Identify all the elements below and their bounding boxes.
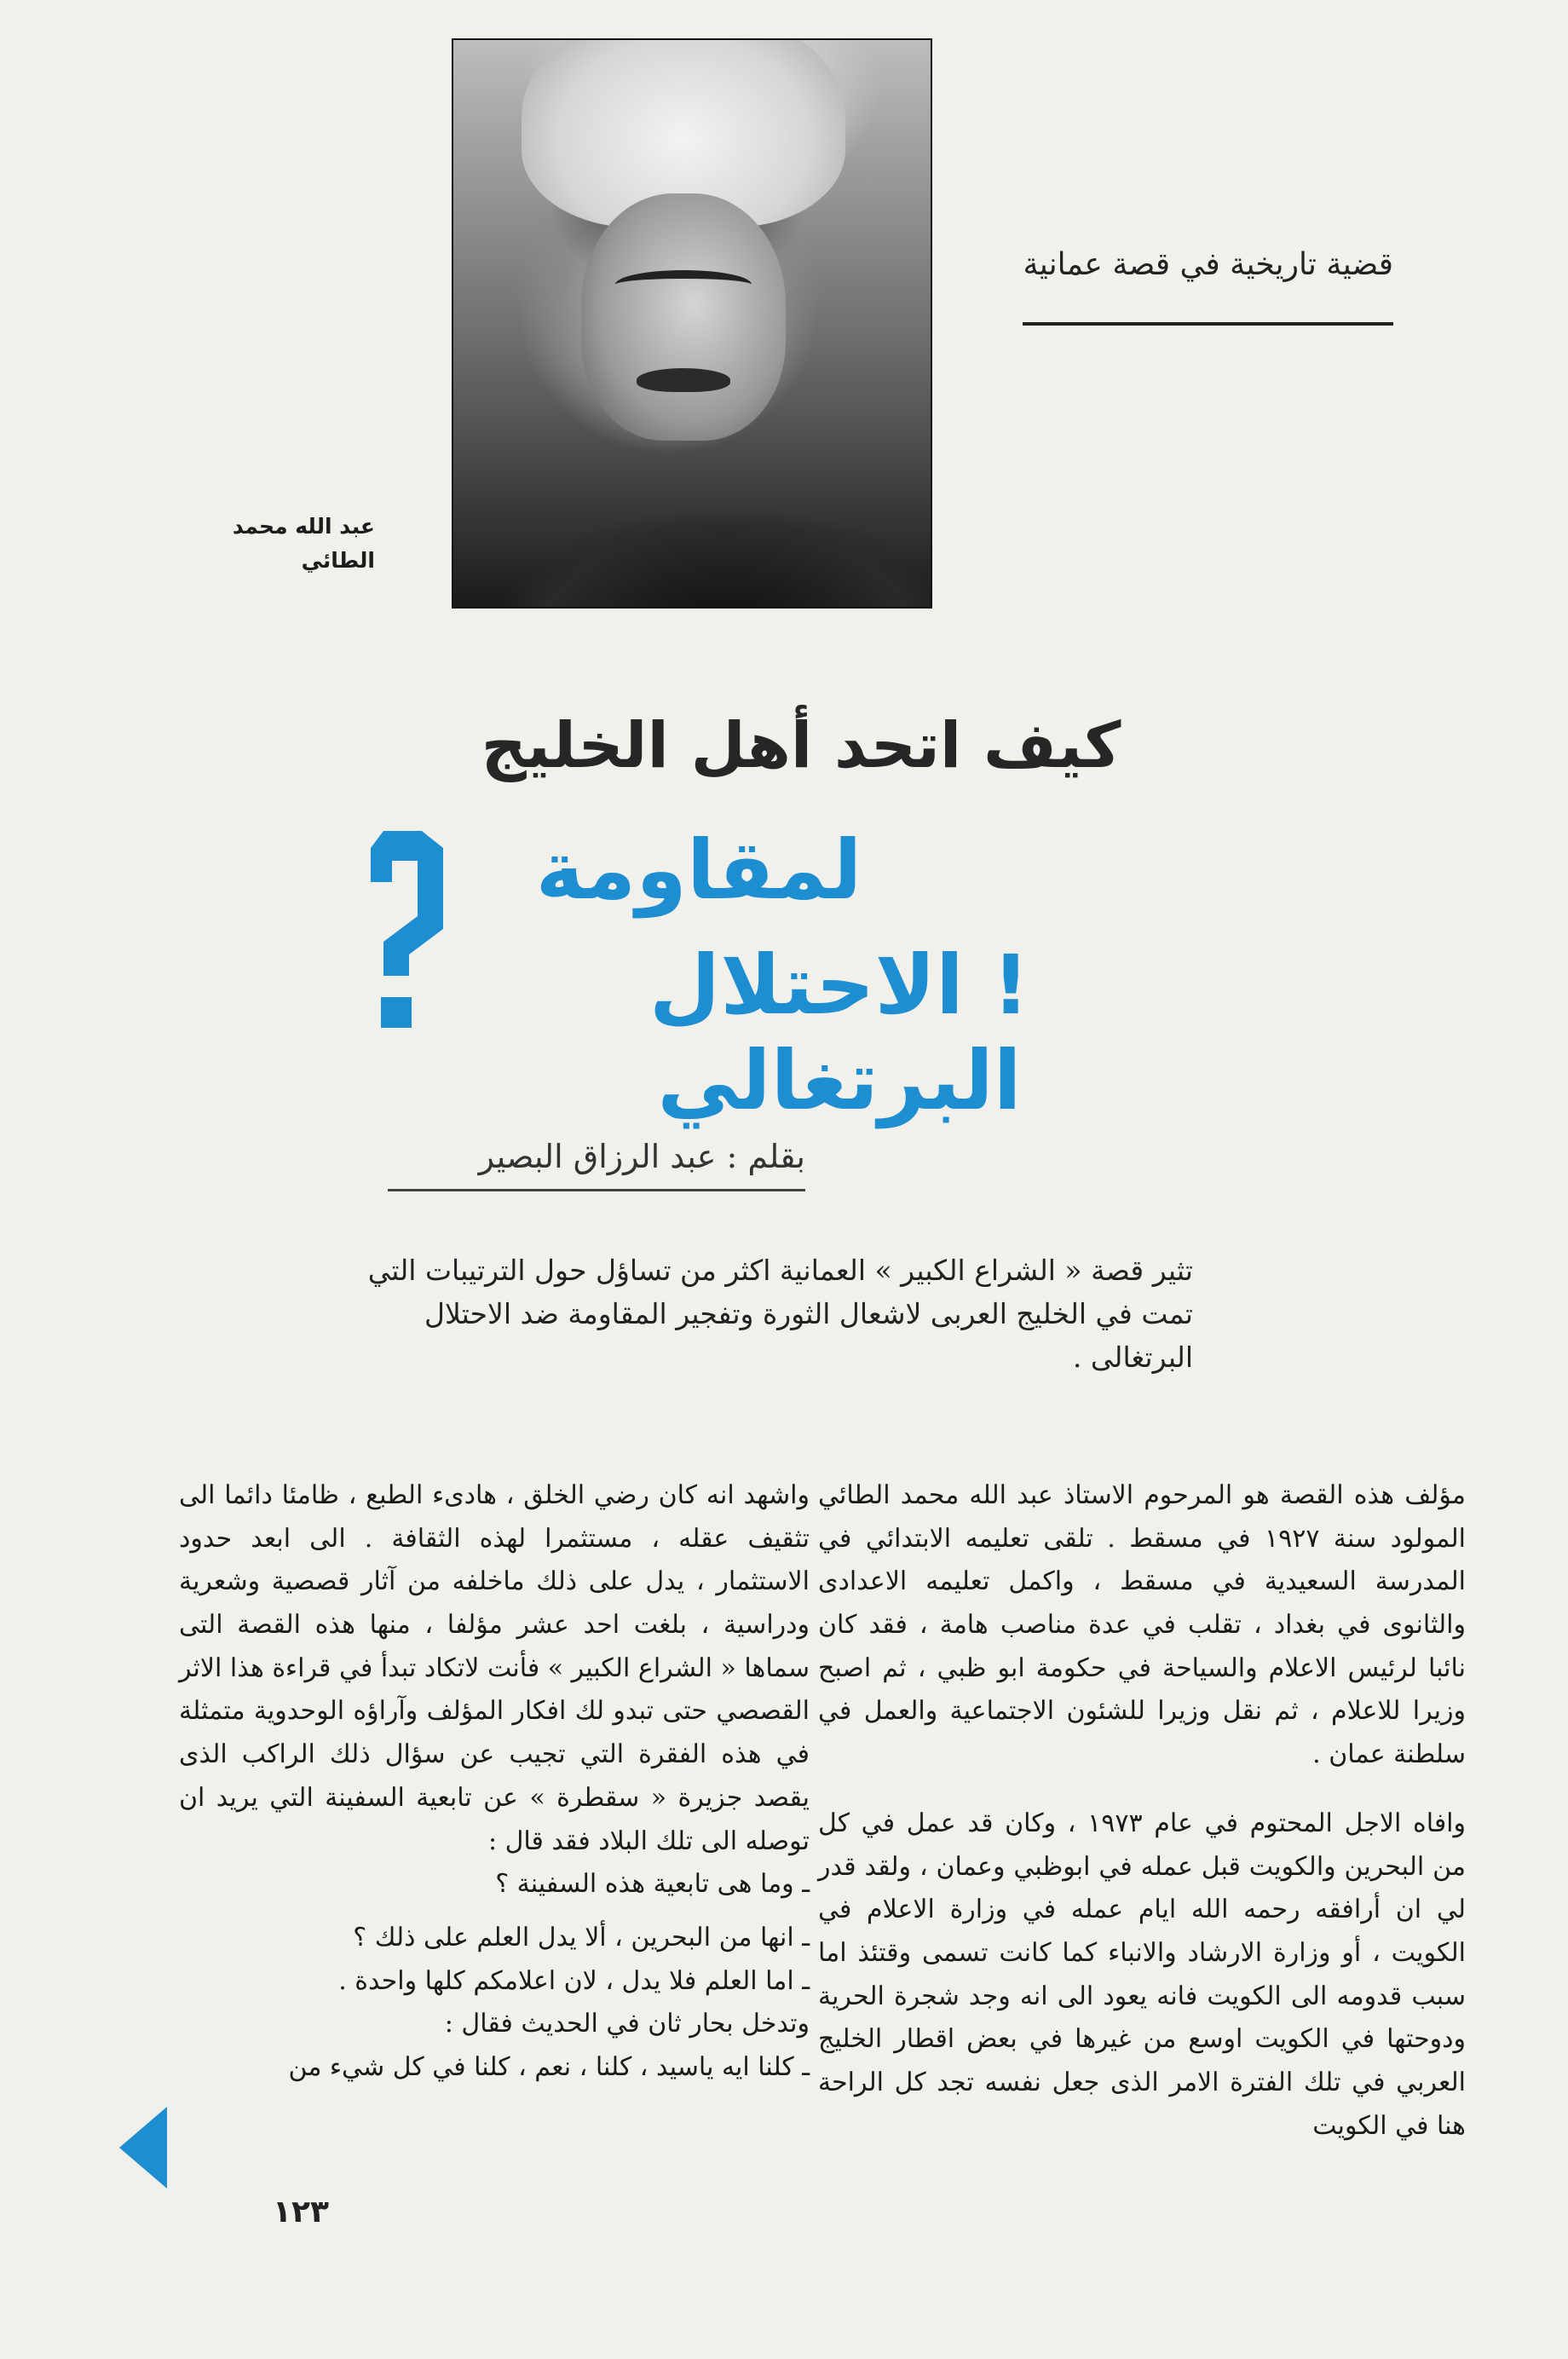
section-label: قضية تاريخية في قصة عمانية: [1023, 247, 1393, 282]
section-divider: [1023, 322, 1393, 326]
triangle-left-icon: [119, 2107, 167, 2189]
dialogue-line: ـ كلنا ايه ياسيد ، كلنا ، نعم ، كلنا في كل شيء من: [288, 2051, 810, 2082]
article-column-left: [179, 1474, 810, 2090]
author-photo: [452, 38, 932, 608]
photo-caption: [205, 510, 375, 578]
paragraph: مؤلف هذه القصة هو المرحوم الاستاذ عبد الله محمد الطائي المولود سنة ١٩٢٧ في مسقط . تلقى تعليمه الابتدائي في المدرسة السعيدية في مسقط ، واكمل تعليمه الاعدادى والثانوى في بغداد ، تقلب في عدة مناصب هامة ، فقد كان نائبا لرئيس الاعلام والسياحة في حكومة ابو ظبي ، ثم اصبح وزيرا للاعلام ، ثم نقل وزيرا للشئون الاجتماعية والعمل في سلطنة عمان .: [818, 1480, 1466, 1770]
dialogue-line: ـ انها من البحرين ، ألا يدل العلم على ذلك ؟: [353, 1922, 810, 1952]
intro-paragraph: تثير قصة « الشراع الكبير » العمانية اكثر من تساؤل حول الترتيبات التي تمت في الخليج العربى لاشعال الثورة وتفجير المقاومة ضد الاحتلال البرتغالى .: [367, 1254, 1193, 1375]
exclamation-mark-icon: !: [992, 937, 1030, 1033]
page-number: ١٢٣: [273, 2195, 329, 2229]
byline-divider: [388, 1189, 805, 1191]
headline-line3: [477, 937, 1202, 1128]
headline-line2: لمقاومة: [535, 822, 862, 918]
photo-caption-line2: الطائي: [301, 548, 375, 573]
photo-brow: [615, 270, 752, 299]
headline-line1: كيف اتحد أهل الخليج: [481, 709, 1121, 782]
photo-shoulder: [452, 385, 932, 608]
dialogue-line: وتدخل بحار ثان في الحديث فقال :: [444, 2009, 810, 2039]
headline-line3-text: الاحتلال البرتغالي: [649, 937, 1022, 1128]
article-column-right: [818, 1474, 1466, 2148]
dialogue-line: ـ اما العلم فلا يدل ، لان اعلامكم كلها واحدة .: [338, 1965, 810, 1996]
photo-caption-line1: عبد الله محمد: [232, 514, 375, 539]
dialogue-line: ـ وما هى تابعية هذه السفينة ؟: [495, 1869, 810, 1900]
paragraph: وافاه الاجل المحتوم في عام ١٩٧٣ ، وكان قد عمل في كل من البحرين والكويت قبل عمله في ابوظبي وعمان ، ولقد قدر لي ان أرافقه رحمه الله ايام عمله في وزارة الاعلام في الكويت ، أو وزارة الارشاد والانباء كما كانت تسمى وقتئذ اما سبب قدومه الى الكويت فانه يعود الى انه وجد شجرة الحرية ودوحتها في الكويت اوسع من غيرها في بعض اقطار الخليج العربي في تلك الفترة الامر الذى جعل نفسه تجد كل الراحة هنا في الكويت: [818, 1808, 1466, 2141]
question-mark-icon: [362, 814, 456, 1070]
paragraph: واشهد انه كان رضي الخلق ، هادىء الطبع ، ظامئا دائما الى تثقيف عقله ، مستثمرا لهذه الثقافة . الى ابعد حدود الاستثمار ، يدل على ذلك ماخلفه من آثار قصصية وشعرية ودراسية ، بلغت احد عشر مؤلفا ، منها هذه القصة التى سماها « الشراع الكبير » فأنت لاتكاد تبدأ في قراءة هذا الاثر القصصي حتى تبدو لك افكار المؤلف وآراؤه الوحدوية متمثلة في هذه الفقرة التي تجيب عن سؤال ذلك الراكب الذى يقصد جزيرة « سقطرة » عن تابعية السفينة التي يريد ان توصله الى تلك البلاد فقد قال :: [179, 1480, 810, 1856]
byline: بقلم : عبد الرزاق البصير: [478, 1138, 805, 1175]
